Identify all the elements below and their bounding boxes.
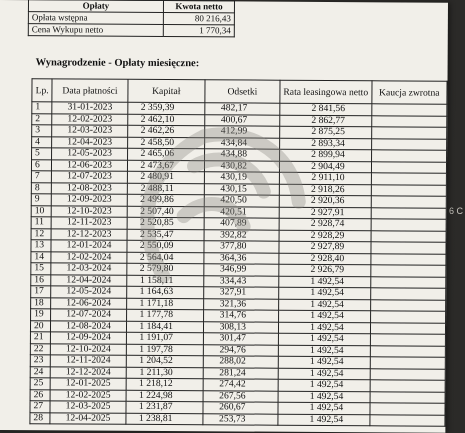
payment-date: 12-04-2025 <box>50 412 125 424</box>
capital-value: 2 465,06 <box>127 148 204 160</box>
row-number: 21 <box>30 332 50 344</box>
row-number: 17 <box>31 286 51 298</box>
interest-value: 346,99 <box>204 264 279 276</box>
interest-value: 334,43 <box>204 275 279 287</box>
capital-value: 1 177,78 <box>126 309 203 321</box>
row-number: 1 <box>32 102 52 114</box>
installment-value: 1 492,54 <box>279 287 371 299</box>
row-number: 26 <box>30 389 50 401</box>
installment-value: 2 893,34 <box>280 138 372 150</box>
row-number: 3 <box>32 125 52 137</box>
capital-value: 2 520,85 <box>127 217 204 229</box>
capital-value: 2 564,04 <box>127 252 204 264</box>
interest-value: 430,19 <box>204 172 279 184</box>
margin-note: 6 C <box>449 206 464 216</box>
fees-value: 1 770,34 <box>163 24 234 36</box>
interest-value: 434,88 <box>205 149 280 161</box>
interest-value: 308,13 <box>203 321 278 333</box>
installment-value: 1 492,54 <box>278 345 370 357</box>
row-number: 12 <box>31 228 51 240</box>
interest-value: 327,91 <box>204 287 279 299</box>
deposit-value <box>371 161 446 173</box>
capital-value: 1 218,12 <box>126 378 203 390</box>
deposit-value <box>371 184 446 196</box>
installment-value: 1 492,54 <box>278 391 370 403</box>
deposit-value <box>371 242 446 254</box>
row-number: 20 <box>30 320 50 332</box>
interest-value: 377,80 <box>204 241 279 253</box>
capital-value: 2 535,47 <box>127 229 204 241</box>
interest-value: 420,51 <box>204 206 279 218</box>
deposit-value <box>370 345 445 357</box>
deposit-value <box>370 414 445 426</box>
payment-date: 12-02-2025 <box>50 389 125 401</box>
payment-date: 12-08-2023 <box>52 182 127 194</box>
deposit-value <box>370 322 445 334</box>
interest-value: 434,84 <box>205 137 280 149</box>
row-number: 22 <box>30 343 50 355</box>
payment-date: 12-02-2024 <box>51 251 126 263</box>
payment-date: 12-03-2023 <box>52 125 127 137</box>
interest-value: 430,15 <box>204 183 279 195</box>
interest-value: 260,67 <box>203 402 278 414</box>
schedule-row <box>30 412 445 426</box>
payment-date: 12-04-2024 <box>51 274 126 286</box>
payment-date: 12-08-2024 <box>51 320 126 332</box>
row-number: 16 <box>31 274 51 286</box>
header-capital: Kapitał <box>128 79 205 102</box>
capital-value: 1 211,30 <box>126 367 203 379</box>
installment-value: 1 492,54 <box>279 276 371 288</box>
installment-value: 2 926,79 <box>279 264 371 276</box>
fees-row <box>28 12 234 25</box>
capital-value: 1 238,81 <box>126 413 203 425</box>
interest-value: 430,82 <box>204 160 279 172</box>
header-lp: Lp. <box>32 79 53 102</box>
row-number: 8 <box>31 182 51 194</box>
capital-value: 1 184,41 <box>126 321 203 333</box>
installment-value: 2 862,77 <box>280 115 372 127</box>
deposit-value <box>371 173 446 185</box>
payment-schedule-table <box>29 78 447 427</box>
payment-date: 12-11-2023 <box>52 217 127 229</box>
deposit-value <box>371 253 446 265</box>
payment-date: 12-09-2024 <box>51 332 126 344</box>
installment-value: 2 928,29 <box>279 230 371 242</box>
installment-value: 1 492,54 <box>278 368 370 380</box>
fees-header-cell: Kwota netto <box>163 0 234 12</box>
installment-value: 2 928,74 <box>279 218 371 230</box>
row-number: 14 <box>31 251 51 263</box>
interest-value: 482,17 <box>205 103 280 115</box>
payment-date: 12-06-2024 <box>51 297 126 309</box>
row-number: 7 <box>31 171 51 183</box>
installment-value: 2 918,26 <box>279 184 371 196</box>
capital-value: 1 204,52 <box>126 355 203 367</box>
payment-date: 12-01-2025 <box>51 378 126 390</box>
payment-date: 12-05-2023 <box>52 148 127 160</box>
deposit-value <box>371 138 446 150</box>
row-number: 13 <box>31 240 51 252</box>
fees-value: 80 216,43 <box>163 12 234 24</box>
interest-value: 294,76 <box>203 344 278 356</box>
interest-value: 274,42 <box>203 379 278 391</box>
interest-value: 400,67 <box>205 114 280 126</box>
interest-value: 281,24 <box>203 367 278 379</box>
payment-date: 12-11-2024 <box>51 355 126 367</box>
interest-value: 364,36 <box>204 252 279 264</box>
installment-value: 2 928,40 <box>279 253 371 265</box>
header-date: Data płatności <box>52 79 127 102</box>
installment-value: 1 492,54 <box>279 310 371 322</box>
installment-value: 2 841,56 <box>280 103 372 115</box>
deposit-value <box>371 150 446 162</box>
payment-date: 12-10-2024 <box>51 343 126 355</box>
payment-date: 12-10-2023 <box>52 205 127 217</box>
installment-value: 2 927,91 <box>279 207 371 219</box>
header-deposit: Kaucja zwrotna <box>372 81 447 104</box>
payment-date: 12-03-2024 <box>51 263 126 275</box>
interest-value: 253,73 <box>203 413 278 425</box>
installment-value: 1 492,54 <box>278 356 370 368</box>
deposit-value <box>370 299 445 311</box>
installment-value: 1 492,54 <box>278 379 370 391</box>
capital-value: 2 462,26 <box>127 125 204 137</box>
capital-value: 2 499,86 <box>127 194 204 206</box>
capital-value: 2 473,67 <box>127 160 204 172</box>
row-number: 28 <box>30 412 50 424</box>
deposit-value <box>370 311 445 323</box>
deposit-value <box>370 403 445 415</box>
schedule-header-row <box>32 79 447 105</box>
installment-value: 1 492,54 <box>278 322 370 334</box>
payment-date: 12-07-2024 <box>51 309 126 321</box>
deposit-value <box>371 196 446 208</box>
fees-table <box>28 0 235 37</box>
capital-value: 2 458,50 <box>127 137 204 149</box>
payment-date: 12-02-2023 <box>52 113 127 125</box>
row-number: 2 <box>32 113 52 125</box>
header-interest: Odsetki <box>205 80 280 103</box>
interest-value: 392,82 <box>204 229 279 241</box>
capital-value: 2 488,11 <box>127 183 204 195</box>
installment-value: 2 899,94 <box>280 149 372 161</box>
deposit-value <box>370 276 445 288</box>
deposit-value <box>370 391 445 403</box>
installment-value: 1 492,54 <box>278 414 370 426</box>
capital-value: 1 197,78 <box>126 344 203 356</box>
fees-label: Cena Wykupu netto <box>28 24 163 37</box>
row-number: 4 <box>32 136 52 148</box>
interest-value: 420,50 <box>204 195 279 207</box>
payment-date: 12-06-2023 <box>52 159 127 171</box>
deposit-value <box>371 230 446 242</box>
row-number: 6 <box>31 159 51 171</box>
payment-date: 12-03-2025 <box>50 401 125 413</box>
row-number: 25 <box>30 378 50 390</box>
row-number: 10 <box>31 205 51 217</box>
payment-date: 12-04-2023 <box>52 136 127 148</box>
deposit-value <box>370 334 445 346</box>
row-number: 19 <box>31 309 51 321</box>
schedule-body <box>30 102 447 427</box>
row-number: 27 <box>30 401 50 413</box>
interest-value: 301,47 <box>203 333 278 345</box>
capital-value: 2 462,10 <box>127 114 204 126</box>
deposit-value <box>371 127 446 139</box>
installment-value: 2 875,25 <box>280 126 372 138</box>
capital-value: 1 171,18 <box>126 298 203 310</box>
row-number: 23 <box>30 355 50 367</box>
deposit-value <box>372 104 447 116</box>
row-number: 9 <box>31 194 51 206</box>
payment-date: 12-07-2023 <box>52 171 127 183</box>
payment-date: 12-05-2024 <box>51 286 126 298</box>
fees-header-cell: Opłaty <box>28 0 163 12</box>
row-number: 15 <box>31 263 51 275</box>
payment-date: 12-12-2024 <box>51 366 126 378</box>
payment-date: 12-12-2023 <box>51 228 126 240</box>
capital-value: 1 231,87 <box>126 401 203 413</box>
deposit-value <box>370 380 445 392</box>
interest-value: 407,89 <box>204 218 279 230</box>
deposit-value <box>371 265 446 277</box>
capital-value: 1 191,07 <box>126 332 203 344</box>
row-number: 5 <box>32 148 52 160</box>
interest-value: 321,36 <box>204 298 279 310</box>
row-number: 24 <box>30 366 50 378</box>
deposit-value <box>370 357 445 369</box>
capital-value: 2 480,91 <box>127 171 204 183</box>
payment-date: 12-01-2024 <box>51 240 126 252</box>
section-title: Wynagrodzenie - Opłaty miesięczne: <box>35 57 200 70</box>
row-number: 18 <box>31 297 51 309</box>
payment-date: 31-01-2023 <box>52 102 127 114</box>
deposit-value <box>371 219 446 231</box>
installment-value: 2 904,49 <box>279 161 371 173</box>
capital-value: 2 359,39 <box>127 102 204 114</box>
deposit-value <box>371 207 446 219</box>
interest-value: 412,99 <box>205 126 280 138</box>
capital-value: 2 550,09 <box>127 240 204 252</box>
installment-value: 2 927,89 <box>279 241 371 253</box>
deposit-value <box>370 368 445 380</box>
capital-value: 1 224,98 <box>126 390 203 402</box>
installment-value: 2 911,10 <box>279 172 371 184</box>
row-number: 11 <box>31 217 51 229</box>
installment-value: 2 920,36 <box>279 195 371 207</box>
fees-label: Opłata wstępna <box>28 12 163 25</box>
capital-value: 2 507,40 <box>127 206 204 218</box>
interest-value: 314,76 <box>204 310 279 322</box>
capital-value: 2 579,80 <box>126 263 203 275</box>
interest-value: 288,02 <box>203 356 278 368</box>
fees-row <box>28 24 234 37</box>
header-installment: Rata leasingowa netto <box>280 80 372 104</box>
deposit-value <box>371 115 446 127</box>
deposit-value <box>370 288 445 300</box>
installment-value: 1 492,54 <box>278 333 370 345</box>
payment-date: 12-09-2023 <box>52 194 127 206</box>
capital-value: 1 164,63 <box>126 286 203 298</box>
installment-value: 1 492,54 <box>279 299 371 311</box>
interest-value: 267,56 <box>203 390 278 402</box>
installment-value: 1 492,54 <box>278 402 370 414</box>
capital-value: 1 158,11 <box>126 275 203 287</box>
